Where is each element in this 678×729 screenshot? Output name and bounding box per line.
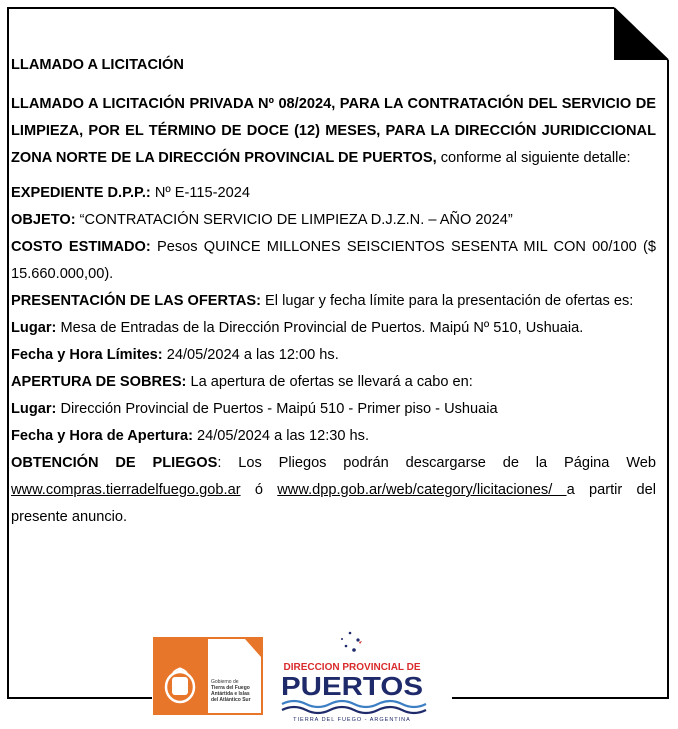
compras-link[interactable]: www.compras.tierradelfuego.gob.ar xyxy=(11,482,241,498)
svg-text:Antártida e Islas: Antártida e Islas xyxy=(211,691,250,697)
svg-text:del Atlántico Sur: del Atlántico Sur xyxy=(211,697,251,703)
svg-text:Gobierno de: Gobierno de xyxy=(211,679,239,685)
svg-text:Tierra del Fuego: Tierra del Fuego xyxy=(211,685,250,691)
stars-icon xyxy=(341,632,362,652)
costo-line: COSTO ESTIMADO: Pesos QUINCE MILLONES SEISCIENTOS SESENTA MIL CON 00/100 ($ 15.660.000,00). xyxy=(11,239,656,282)
gobierno-tierra-del-fuego-logo xyxy=(153,637,263,715)
svg-text:PUERTOS: PUERTOS xyxy=(281,671,423,701)
expediente-line: EXPEDIENTE D.P.P.: Nº E-115-2024 xyxy=(11,185,250,201)
apertura-line: APERTURA DE SOBRES: La apertura de ofertas se llevará a cabo en: xyxy=(11,374,473,390)
obtencion-line: OBTENCIÓN DE PLIEGOS: Los Pliegos podrán descargarse de la Página Web www.compras.tierradelfuego.gob.ar ó www.dpp.gob.ar/web/category/licitaciones/ a partir del presente anuncio. xyxy=(11,455,656,525)
notice-intro: LLAMADO A LICITACIÓN PRIVADA Nº 08/2024, PARA LA CONTRATACIÓN DEL SERVICIO DE LIMPIEZA, POR EL TÉRMINO DE DOCE (12) MESES, PARA LA DIRECCIÓN JURIDICCIONAL ZONA NORTE DE LA DIRECCIÓN PROVINCIAL DE PUERTOS, conforme al siguiente detalle: xyxy=(11,96,656,166)
dpp-licitaciones-link[interactable]: www.dpp.gob.ar/web/category/licitaciones/ xyxy=(277,482,567,498)
lugar-presentacion-line: Lugar: Mesa de Entradas de la Dirección Provincial de Puertos. Maipú Nº 510, Ushuaia. xyxy=(11,320,584,336)
notice-body xyxy=(11,52,656,531)
fecha-limite-line: Fecha y Hora Límites: 24/05/2024 a las 12:00 hs. xyxy=(11,347,339,363)
objeto-line: OBJETO: “CONTRATACIÓN SERVICIO DE LIMPIEZA D.J.Z.N. – AÑO 2024” xyxy=(11,212,513,228)
direccion-provincial-puertos-logo xyxy=(272,628,432,725)
notice-heading: LLAMADO A LICITACIÓN xyxy=(11,57,184,73)
waves-icon xyxy=(282,701,426,713)
svg-text:TIERRA DEL FUEGO - ARGENTINA: TIERRA DEL FUEGO - ARGENTINA xyxy=(293,717,411,723)
svg-text:DIRECCION PROVINCIAL DE: DIRECCION PROVINCIAL DE xyxy=(283,662,421,673)
fecha-apertura-line: Fecha y Hora de Apertura: 24/05/2024 a las 12:30 hs. xyxy=(11,428,370,444)
lugar-apertura-line: Lugar: Dirección Provincial de Puertos - Maipú 510 - Primer piso - Ushuaia xyxy=(11,401,498,417)
presentacion-line: PRESENTACIÓN DE LAS OFERTAS: El lugar y fecha límite para la presentación de ofertas es: xyxy=(11,293,634,309)
